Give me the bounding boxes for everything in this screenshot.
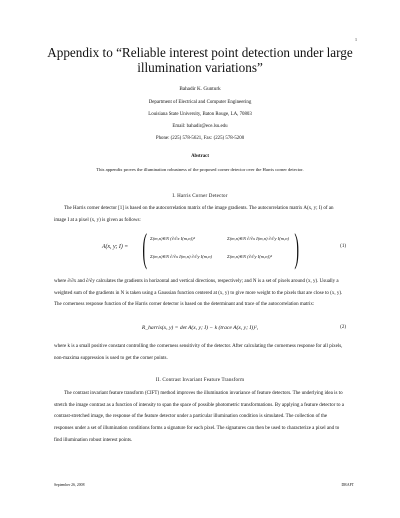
equation-2-body: R_harris(x, y) = det A(x, y; I) − k (trace A(x, y; I))²,	[141, 325, 259, 331]
author-name: Bahadir K. Gunturk	[179, 86, 221, 92]
affiliation-dept: Department of Electrical and Computer Engineering	[148, 100, 252, 105]
matrix-cell-22: Σ(m,n)∈N (∂/∂y I(m,n))²	[227, 254, 272, 259]
page-number: 1	[355, 37, 357, 42]
affiliation-phone: Phone: (225) 578-5621, Fax: (225) 578-5200	[155, 136, 245, 141]
affiliation-email: Email: bahadir@ece.lsu.edu	[172, 124, 228, 129]
paper-title: Appendix to “Reliable interest point detection under large illumination variations”	[47, 45, 353, 75]
affiliation-university: Louisiana State University, Baton Rouge, LA, 70803	[148, 112, 252, 117]
matrix-cell-11: Σ(m,n)∈N (∂/∂x I(m,n))²	[150, 236, 195, 241]
matrix-cell-12: Σ(m,n)∈N ∂/∂x I(m,n) ∂/∂y I(m,n)	[227, 236, 290, 241]
harris-response-equation	[54, 325, 346, 331]
matrix-label: A(x, y; I) =	[102, 244, 129, 250]
matrix-cell-21: Σ(m,n)∈N ∂/∂x I(m,n) ∂/∂y I(m,n)	[150, 254, 213, 259]
harris-gradient-paragraph: where ∂/∂x and ∂/∂y calculates the gradients in horizontal and vertical directions, respectively; and N is a set of pixels around (x, y). Usually a weighted sum of the gradients in N is taken using a Gaussian function centered at (x, y) to give more weight to the pixels that are close to (x, y). The cornerness response function of the Harris corner detector is based on the determinant and trace of the autocorrelation matrix:	[54, 279, 343, 308]
section-heading-harris: I. Harris Corner Detector	[172, 194, 228, 199]
equation-number-2: (2)	[340, 325, 346, 330]
section-heading-cift: II. Contrast Invariant Feature Transform	[155, 378, 245, 383]
footer-draft: DRAFT	[341, 483, 354, 487]
abstract-heading: Abstract	[191, 154, 209, 159]
harris-intro-paragraph: The Harris corner detector [1] is based on the autocorrelation matrix of the image gradients. The autocorrelation matrix A(x, y; I) of an image I at a pixel (x, y) is given as follows:	[54, 206, 334, 223]
footer-date: September 26, 2008	[54, 483, 85, 487]
matrix-right-bracket: )	[294, 225, 299, 270]
cift-paragraph: The contrast invariant feature transform (CIFT) method improves the illumination invariance of feature detectors. The underlying idea is to stretch the image contrast as a function of intensity to span the space of possible photometric transformations. By applying a feature detector to a contrast-stretched image, the response of the feature detector under a particular illumination condition is simulated. The collection of the responses under a set of illumination conditions forms a signature for each pixel. The signatures can then be used to characterize a pixel and to find illumination robust interest points.	[54, 391, 344, 443]
autocorrelation-matrix-equation	[102, 225, 302, 270]
abstract-text: This appendix proves the illumination robustness of the proposed corner detector over the Harris corner detector.	[96, 167, 304, 172]
matrix-left-bracket: (	[142, 225, 147, 270]
harris-constant-paragraph: where k is a small positive constant controlling the cornerness sensitivity of the detector. After calculating the cornerness response for all pixels, non-maxima suppression is used to get the corner points.	[54, 344, 343, 361]
